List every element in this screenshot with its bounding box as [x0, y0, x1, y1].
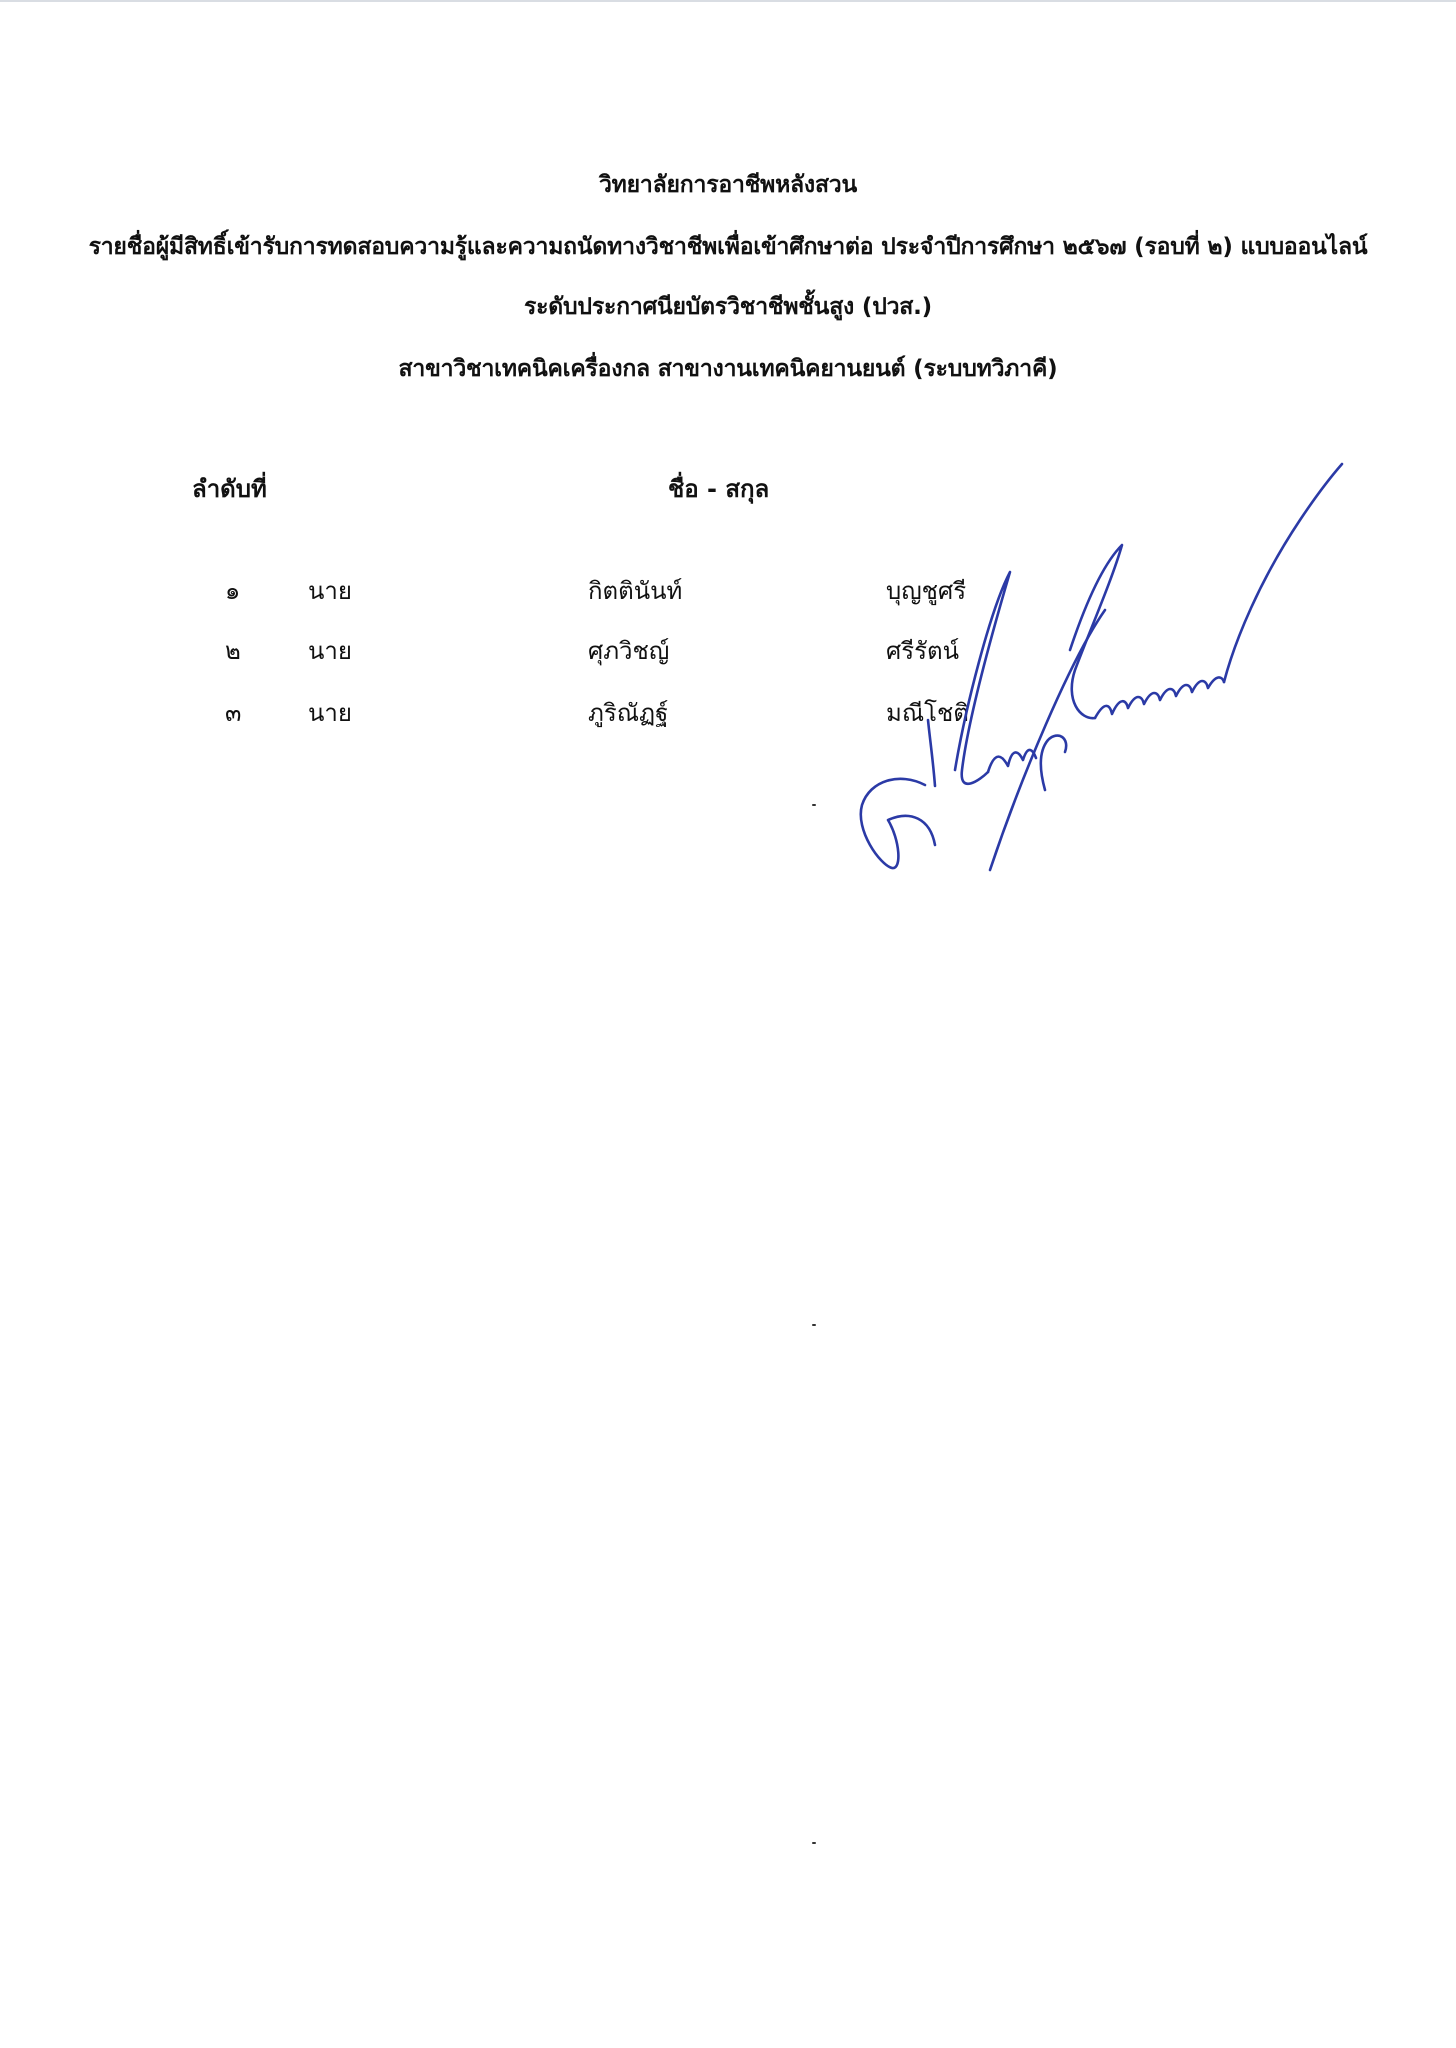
row-first-name: กิตตินันท์: [588, 577, 683, 605]
scan-speck: [812, 1842, 816, 1844]
announcement-subject: รายชื่อผู้มีสิทธิ์เข้ารับการทดสอบความรู้และความถนัดทางวิชาชีพเพื่อเข้าศึกษาต่อ ประจำปีการศึกษา ๒๕๖๗ (รอบที่ ๒) แบบออนไลน์: [88, 234, 1368, 260]
scan-speck: [812, 1324, 816, 1326]
institution-title: วิทยาลัยการอาชีพหลังสวน: [598, 172, 858, 198]
column-header-name: ชื่อ - สกุล: [668, 475, 770, 503]
row-first-name: ศุภวิชญ์: [588, 637, 670, 665]
row-number: ๑: [225, 577, 241, 605]
signature-image: [840, 400, 1360, 880]
education-level: ระดับประกาศนียบัตรวิชาชีพชั้นสูง (ปวส.): [523, 294, 932, 320]
row-last-name: มณีโชติ: [886, 699, 969, 727]
row-last-name: บุญชูศรี: [886, 577, 967, 605]
row-first-name: ภูริณัฏฐ์: [588, 699, 669, 727]
row-last-name: ศรีรัตน์: [886, 637, 960, 665]
row-title: นาย: [308, 577, 352, 605]
row-title: นาย: [308, 699, 352, 727]
column-header-number: ลำดับที่: [192, 475, 267, 503]
row-number: ๒: [225, 637, 241, 665]
signature-strokes: [861, 464, 1342, 870]
program-name: สาขาวิชาเทคนิคเครื่องกล สาขางานเทคนิคยานยนต์ (ระบบทวิภาคี): [398, 356, 1058, 382]
row-number: ๓: [225, 699, 242, 727]
scan-speck: [812, 804, 816, 806]
row-title: นาย: [308, 637, 352, 665]
